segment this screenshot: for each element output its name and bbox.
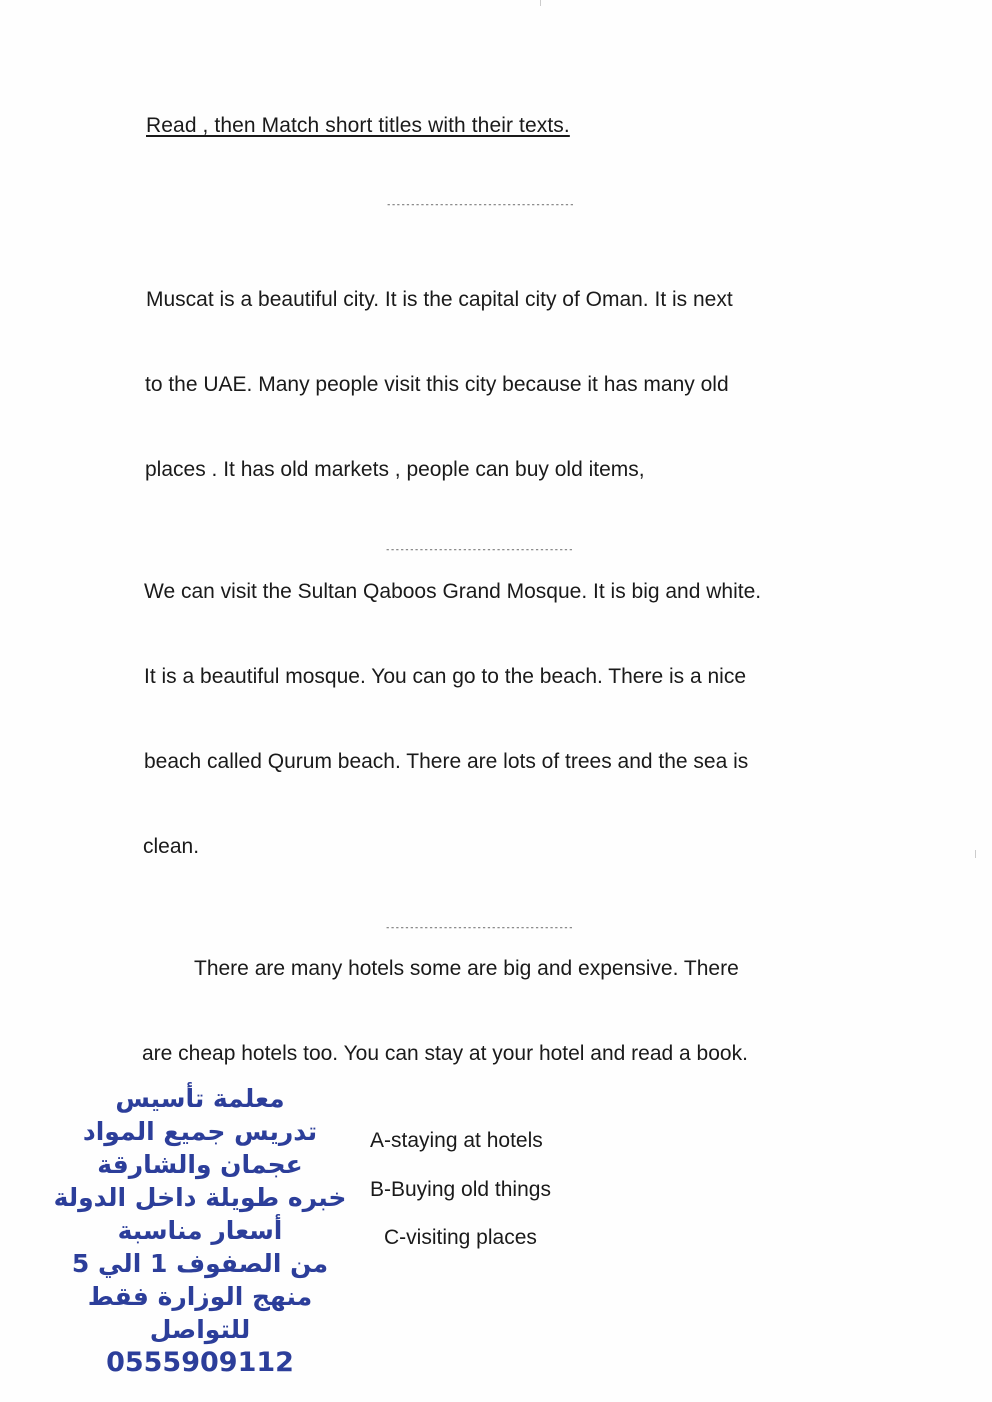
option-b: B-Buying old things: [370, 1178, 551, 1201]
advert-line-5: أسعار مناسبة: [117, 1216, 283, 1245]
advert-line-2: تدريس جميع المواد: [82, 1117, 318, 1146]
tutor-advert: [40, 1082, 360, 1379]
paragraph2-line1: We can visit the Sultan Qaboos Grand Mosque. It is big and white.: [144, 580, 762, 603]
advert-line-3: عجمان والشارقة: [97, 1150, 303, 1179]
advert-line-8: للتواصل: [149, 1315, 251, 1344]
title-blank-1: ---------------------------------------: [386, 200, 574, 210]
paragraph1-line2: to the UAE. Many people visit this city because it has many old: [145, 373, 729, 396]
option-a: A-staying at hotels: [370, 1129, 543, 1152]
paragraph2-line4: clean.: [143, 835, 200, 858]
instruction-heading: Read , then Match short titles with their texts.: [146, 114, 570, 137]
scan-speck: [540, 0, 541, 6]
title-blank-3: ---------------------------------------: [385, 923, 573, 933]
paragraph3-line1: There are many hotels some are big and expensive. There: [194, 957, 739, 980]
scan-speck: [975, 850, 976, 858]
paragraph1-line3: places . It has old markets , people can buy old items,: [145, 458, 645, 481]
advert-line-1: معلمة تأسيس: [115, 1084, 285, 1113]
advert-phone-number: 0555909112: [106, 1347, 294, 1378]
paragraph3-line2: are cheap hotels too. You can stay at your hotel and read a book.: [142, 1042, 748, 1065]
option-c: C-visiting places: [384, 1226, 537, 1249]
paragraph2-line3: beach called Qurum beach. There are lots of trees and the sea is: [144, 750, 749, 773]
paragraph2-line2: It is a beautiful mosque. You can go to the beach. There is a nice: [144, 665, 747, 688]
paragraph1-line1: Muscat is a beautiful city. It is the capital city of Oman. It is next: [146, 288, 733, 311]
advert-line-4: خبره طويلة داخل الدولة: [53, 1183, 347, 1212]
advert-line-7: منهج الوزارة فقط: [87, 1282, 313, 1311]
title-blank-2: ---------------------------------------: [385, 545, 573, 555]
advert-line-6: من الصفوف 1 الي 5: [71, 1249, 329, 1278]
